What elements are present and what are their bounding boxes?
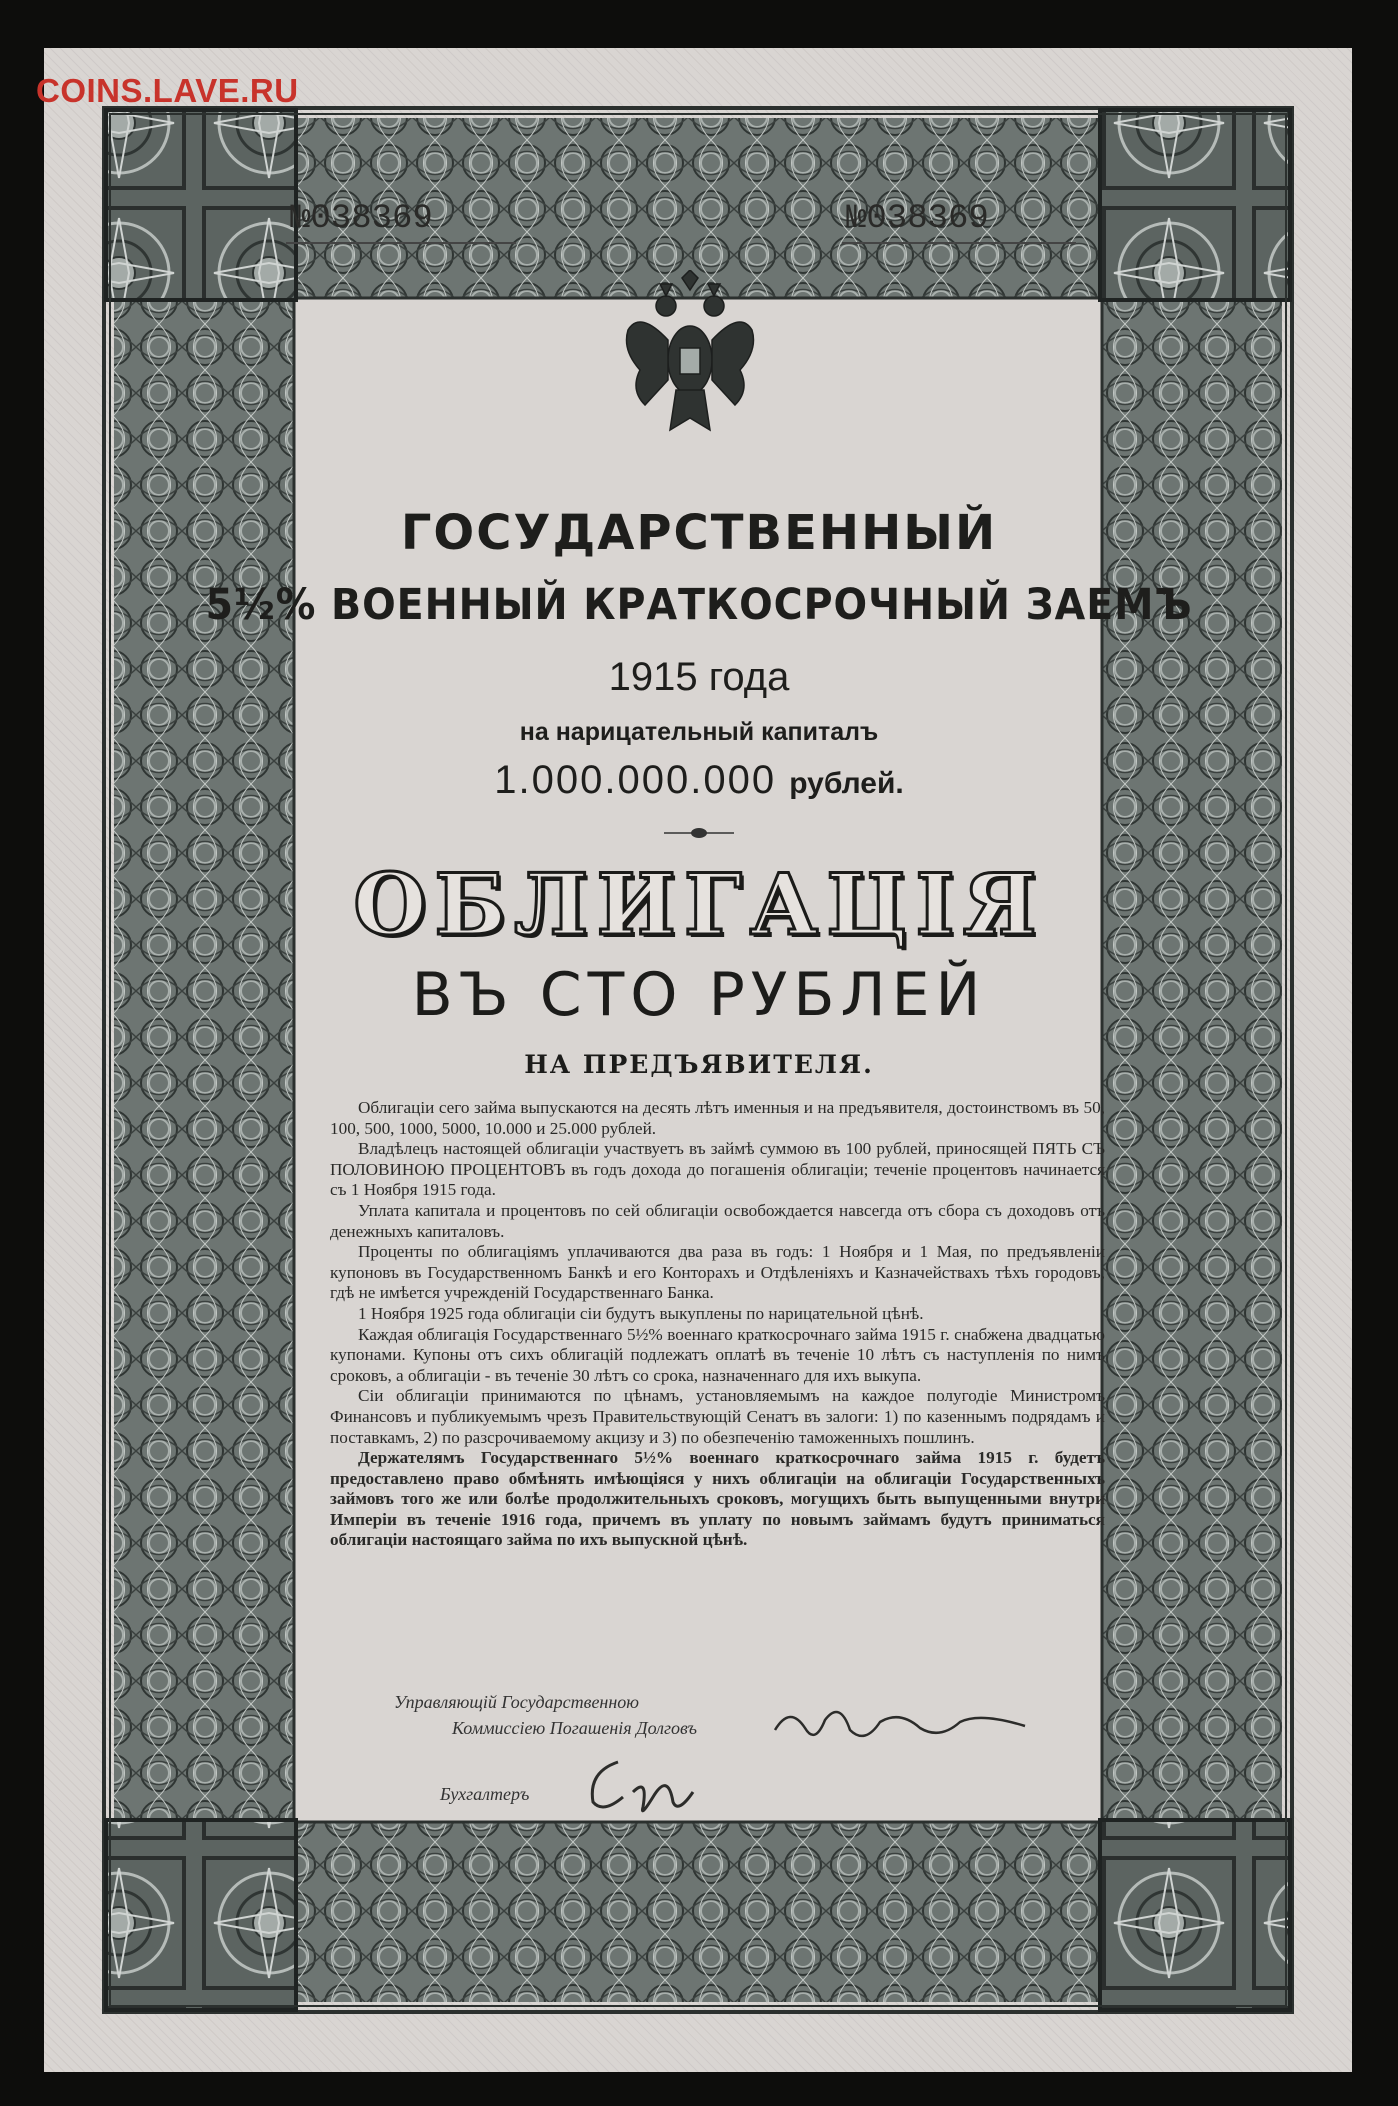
serial-number-left: №038369: [286, 200, 516, 244]
signature-title-line2: Коммиссіею Погашенія Долговъ: [452, 1718, 697, 1738]
signature-title-line1: Управляющій Государственною: [394, 1692, 639, 1712]
denomination: ВЪ СТО РУБЛЕЙ: [411, 960, 987, 1030]
terms-text: [330, 1098, 1105, 1551]
terms-paragraph: Сіи облигаціи принимаются по цѣнамъ, установляемымъ на каждое полугодіе Министромъ Финансовъ и публикуемымъ чрезъ Правительствующій Сенатъ въ залоги: 1) по казеннымъ подрядамъ и поставкамъ, 2) по разсрочиваемому акцизу и 3) по обезпеченію таможенныхъ пошлинъ.: [330, 1386, 1105, 1447]
capital-line: [0, 758, 1398, 803]
terms-paragraph: Облигаціи сего займа выпускаются на десять лѣтъ именныя и на предъявителя, достоинствомъ въ 50, 100, 500, 1000, 5000, 10.000 и 25.000 рублей.: [330, 1098, 1105, 1138]
accountant-signature: [578, 1752, 708, 1822]
document-type-heading: ОБЛИГАЦІЯ: [353, 855, 1045, 954]
capital-unit: рублей.: [789, 767, 904, 800]
terms-paragraph: Каждая облигація Государственнаго 5½% военнаго краткосрочнаго займа 1915 г. снабжена двадцатью купонами. Купоны отъ сихъ облигацій подлежатъ оплатѣ въ теченіе 10 лѣтъ съ наступленія по нимъ сроковъ, а облигаціи - въ теченіе 30 лѣтъ со срока, назначеннаго для ихъ выкупа.: [330, 1324, 1105, 1385]
title-state: ГОСУДАРСТВЕННЫЙ: [400, 505, 998, 561]
terms-paragraph: 1 Ноября 1925 года облигаціи сіи будутъ выкуплены по нарицательной цѣнѣ.: [358, 1303, 924, 1323]
terms-paragraph: Уплата капитала и процентовъ по сей облигаціи освобождается навсегда отъ сбора съ доходовъ отъ денежныхъ капиталовъ.: [330, 1200, 1105, 1241]
capital-amount: 1.000.000.000: [494, 758, 777, 802]
title-loan: 5½% ВОЕННЫЙ КРАТКОСРОЧНЫЙ ЗАЕМЪ: [205, 580, 1193, 630]
double-headed-eagle-emblem: [620, 270, 760, 440]
bearer-label: НА ПРЕДЪЯВИТЕЛЯ.: [524, 1050, 874, 1079]
manager-signature: [770, 1700, 1030, 1750]
terms-paragraph: Держателямъ Государственнаго 5½% военнаго краткосрочнаго займа 1915 г. будетъ предоставлено право обмѣнять имѣющіяся у нихъ облигаціи на облигаціи Государственныхъ займовъ того же или болѣе продолжительныхъ сроковъ, могущихъ быть выпущенными внутри Имперіи въ теченіе 1916 года, причемъ въ уплату по новымъ займамъ будутъ приниматься облигаціи настоящаго займа по ихъ выпускной цѣнѣ.: [330, 1448, 1105, 1550]
serial-number-right: №038369: [842, 200, 1076, 244]
terms-paragraph: Владѣлецъ настоящей облигаціи участвуетъ въ займѣ суммою въ 100 рублей, приносящей ПЯТЬ СЪ ПОЛОВИНОЮ ПРОЦЕНТОВЪ въ годъ дохода до погашенія облигаціи; теченіе процентовъ начинается съ 1 Ноября 1915 года.: [330, 1139, 1105, 1200]
capital-label: на нарицательный капиталъ: [519, 718, 879, 746]
terms-paragraph: Проценты по облигаціямъ уплачиваются два раза въ годъ: 1 Ноября и 1 Мая, по предъявленіи купоновъ въ Государственномъ Банкѣ и его Конторахъ и Отдѣленіяхъ и Казначействахъ тѣхъ городовъ, гдѣ не имѣется учрежденій Государственнаго Банка.: [330, 1242, 1105, 1303]
watermark: COINS.LAVE.RU: [36, 72, 299, 109]
divider-ornament: [664, 826, 734, 840]
accountant-label: Бухгалтеръ: [440, 1784, 530, 1804]
title-year: 1915 года: [608, 655, 790, 699]
